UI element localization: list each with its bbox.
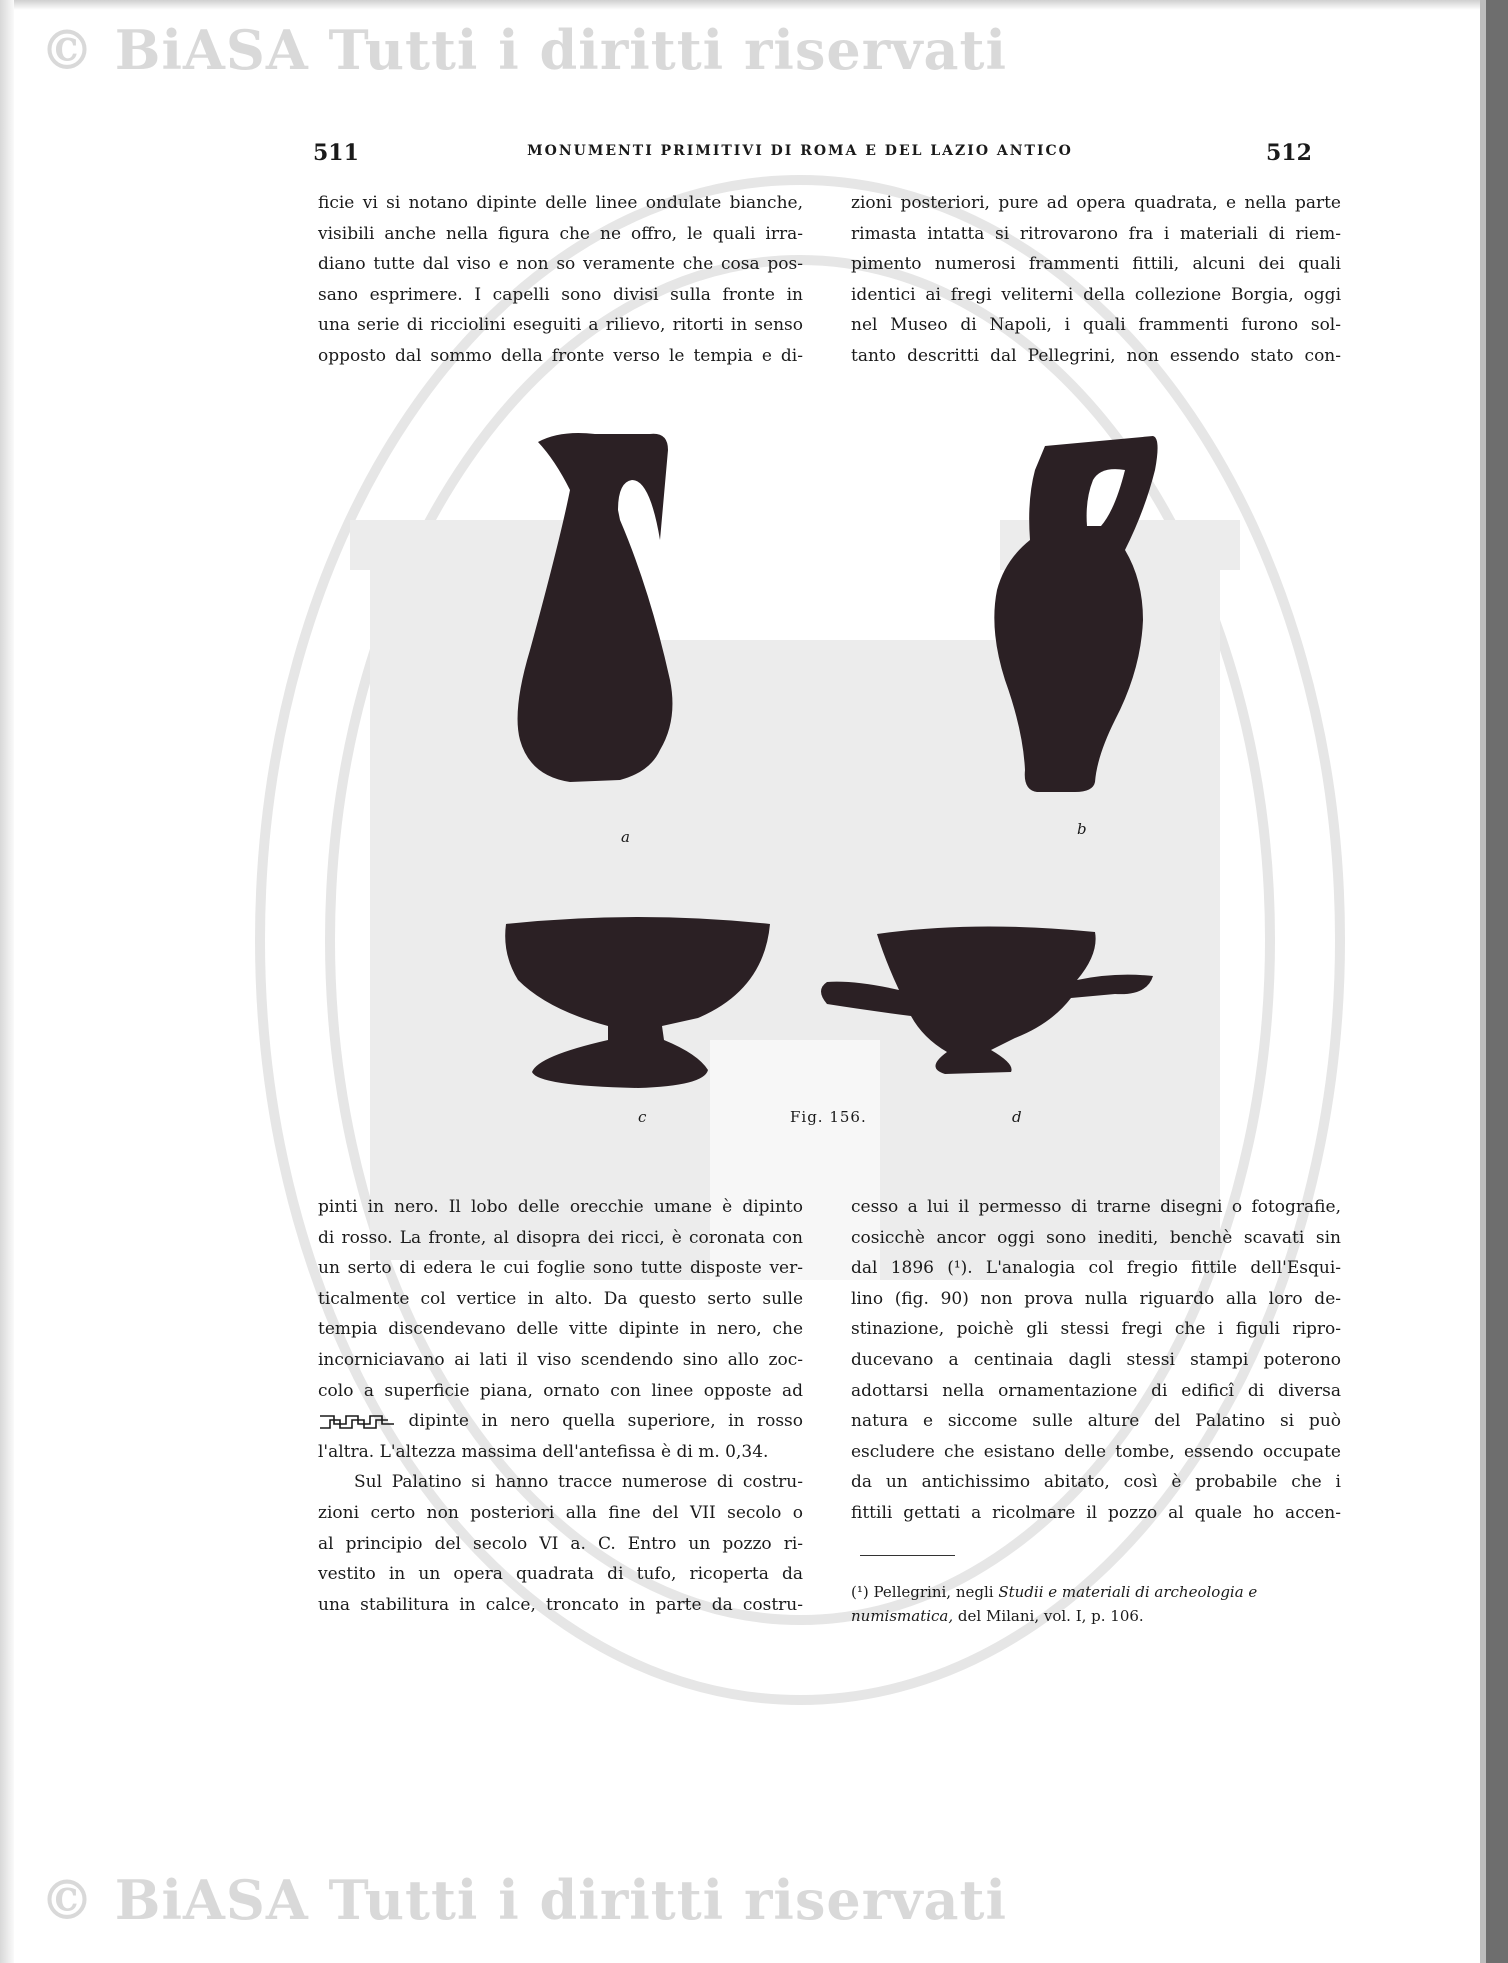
scan-edge-top [0, 0, 1508, 10]
figure-label-c: c [638, 1108, 647, 1126]
vessel-b-amphoriskos [975, 430, 1175, 800]
text-line: di rosso. La fronte, al disopra dei ricci, è coronata con [318, 1227, 803, 1248]
meander-line-text: dipinte in nero quella superiore, in rosso [408, 1411, 804, 1432]
text-line: Sul Palatino si hanno tracce numerose di costru- [354, 1472, 803, 1493]
text-column-top-left [318, 188, 803, 372]
text-line: una stabilitura in calce, troncato in parte da costru- [318, 1594, 803, 1615]
text-line: da un antichissimo abitato, così è probabile che i [851, 1472, 1341, 1493]
text-line: sano esprimere. I capelli sono divisi sulla fronte in [318, 284, 803, 305]
figure-caption: Fig. 156. [790, 1108, 867, 1126]
text-column-bottom-left [318, 1192, 803, 1620]
footnote [851, 1580, 1346, 1628]
text-line: ducevano a centinaia dagli stessi stampi poterono [851, 1349, 1341, 1370]
text-line: visibili anche nella figura che ne offro, le quali irra- [318, 223, 803, 244]
text-line: cosicchè ancor oggi sono inediti, benchè scavati sin [851, 1227, 1341, 1248]
figure-label-a: a [621, 828, 630, 846]
text-line: ticalmente col vertice in alto. Da questo serto sulle [318, 1288, 803, 1309]
text-line: zioni certo non posteriori alla fine del VII secolo o [318, 1502, 803, 1523]
text-line: incorniciavano ai lati il viso scendendo sino allo zoc- [318, 1349, 803, 1370]
text-line: dal 1896 (¹). L'analogia col fregio fittile dell'Esqui- [851, 1258, 1341, 1279]
text-line: una serie di ricciolini eseguiti a rilievo, ritorti in senso [318, 315, 803, 336]
text-line: l'altra. L'altezza massima dell'antefissa è di m. 0,34. [318, 1441, 769, 1462]
footnote-text: Pellegrini, negli [868, 1583, 999, 1601]
text-line: pimento numerosi frammenti fittili, alcuni dei quali [851, 254, 1341, 275]
vessel-c-footed-bowl [498, 910, 778, 1090]
text-line: stinazione, poichè gli stessi fregi che i figuli ripro- [851, 1319, 1341, 1340]
text-line: rimasta intatta si ritrovarono fra i materiali di riem- [851, 223, 1341, 244]
text-line: vestito in un opera quadrata di tufo, ricoperta da [318, 1564, 803, 1585]
footnote-marker: (¹) [851, 1583, 869, 1601]
footnote-title: Studii e materiali di archeologia e numismatica, [851, 1583, 1258, 1625]
text-line: diano tutte dal viso e non so veramente che cosa pos- [318, 254, 803, 275]
vessel-a-jug [500, 420, 700, 800]
text-line-with-meander [318, 1406, 803, 1437]
text-line: zioni posteriori, pure ad opera quadrata, e nella parte [851, 193, 1341, 213]
page-number-right: 512 [1266, 140, 1312, 166]
text-column-top-right [851, 188, 1341, 372]
scan-edge-left [0, 0, 14, 1963]
figure-label-b: b [1077, 820, 1087, 838]
text-line: un serto di edera le cui foglie sono tutte disposte ver- [318, 1258, 803, 1279]
scan-edge-right [1486, 0, 1508, 1963]
text-line: pinti in nero. Il lobo delle orecchie umane è dipinto [318, 1197, 803, 1217]
text-line: fittili gettati a ricolmare il pozzo al quale ho accen- [851, 1502, 1341, 1523]
text-line: al principio del secolo VI a. C. Entro un pozzo ri- [318, 1533, 803, 1554]
watermark-top: © BiASA Tutti i diritti riservati [40, 18, 1007, 82]
text-line: adottarsi nella ornamentazione di edificî di diversa [851, 1380, 1341, 1401]
watermark-bottom: © BiASA Tutti i diritti riservati [40, 1868, 1007, 1932]
text-line: colo a superficie piana, ornato con linee opposte ad [318, 1380, 803, 1401]
text-line: ficie vi si notano dipinte delle linee ondulate bianche, [318, 193, 803, 213]
page-number-left: 511 [313, 140, 359, 166]
text-line: lino (fig. 90) non prova nulla riguardo alla loro de- [851, 1288, 1341, 1309]
footnote-text-end: del Milani, vol. I, p. 106. [953, 1607, 1144, 1625]
text-line: natura e siccome sulle alture del Palatino si può [851, 1411, 1341, 1432]
footnote-rule [860, 1555, 955, 1556]
text-line: identici ai fregi veliterni della collezione Borgia, oggi [851, 284, 1341, 305]
text-column-bottom-right [851, 1192, 1341, 1529]
text-line: tempia discendevano delle vitte dipinte in nero, che [318, 1319, 803, 1340]
text-line: cesso a lui il permesso di trarne disegni o fotografie, [851, 1197, 1341, 1217]
text-line: tanto descritti dal Pellegrini, non essendo stato con- [851, 345, 1341, 366]
text-line: escludere che esistano delle tombe, essendo occupate [851, 1441, 1341, 1462]
figure-label-d: d [1012, 1108, 1022, 1126]
text-line: opposto dal sommo della fronte verso le tempia e di- [318, 345, 803, 366]
vessel-d-kylix [815, 920, 1155, 1080]
text-line: nel Museo di Napoli, i quali frammenti furono sol- [851, 315, 1341, 336]
running-title: MONUMENTI PRIMITIVI DI ROMA E DEL LAZIO ANTICO [527, 143, 1073, 159]
meander-ornament-icon [318, 1412, 396, 1432]
footnote-paragraph [851, 1580, 1346, 1628]
